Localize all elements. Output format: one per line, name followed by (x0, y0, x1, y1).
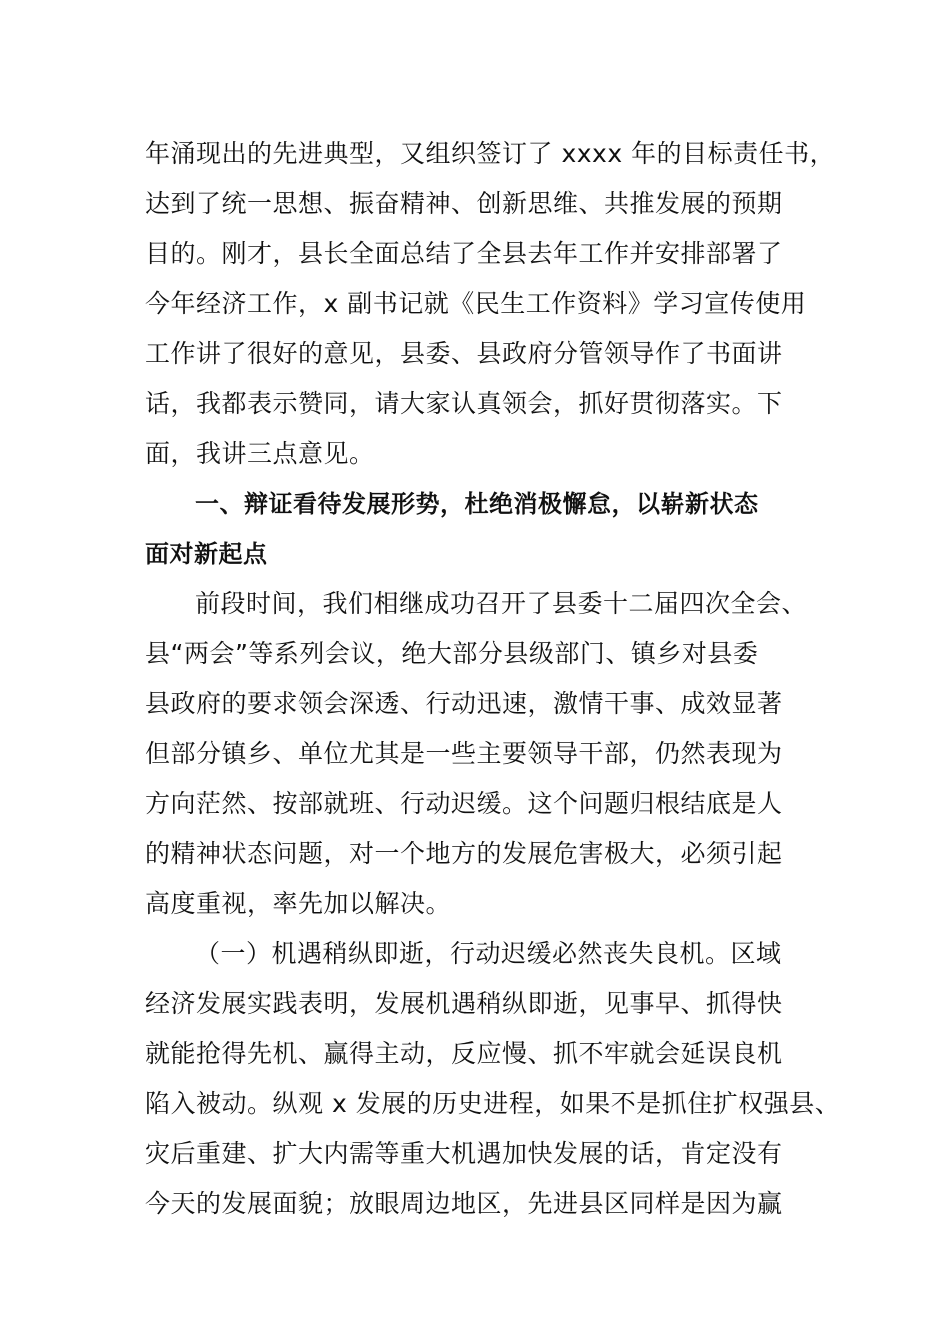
text-line: 年涌现出的先进典型，又组织签订了 xxxx 年的目标责任书， (145, 139, 836, 168)
text-line: 高度重视，率先加以解决。 (145, 889, 452, 918)
text-line: 陷入被动。纵观 x 发展的历史进程，如果不是抓住扩权强县、 (145, 1089, 841, 1118)
section-heading: 一、辩证看待发展形势，杜绝消极懈怠，以崭新状态 (195, 490, 759, 518)
text-line: 经济发展实践表明，发展机遇稍纵即逝，见事早、抓得快 (145, 989, 783, 1018)
text-line: 前段时间，我们相继成功召开了县委十二届四次全会、 (195, 589, 808, 618)
text-line: 方向茫然、按部就班、行动迟缓。这个问题归根结底是人 (145, 789, 783, 818)
text-line: 达到了统一思想、振奋精神、创新思维、共推发展的预期 (145, 189, 783, 218)
text-line: （一）机遇稍纵即逝，行动迟缓必然丧失良机。区域 (195, 939, 782, 968)
section-heading-continued: 面对新起点 (145, 540, 268, 568)
text-line: 县政府的要求领会深透、行动迅速，激情干事、成效显著 (145, 689, 783, 718)
text-line: 的精神状态问题，对一个地方的发展危害极大，必须引起 (145, 839, 783, 868)
text-line: 但部分镇乡、单位尤其是一些主要领导干部，仍然表现为 (145, 739, 783, 768)
text-line: 目的。刚才，县长全面总结了全县去年工作并安排部署了 (145, 239, 783, 268)
text-line: 话，我都表示赞同，请大家认真领会，抓好贯彻落实。下 (145, 389, 783, 418)
text-line: 今天的发展面貌；放眼周边地区，先进县区同样是因为赢 (145, 1189, 783, 1218)
text-line: 县“两会”等系列会议，绝大部分县级部门、镇乡对县委 (145, 639, 759, 668)
text-line: 就能抢得先机、赢得主动，反应慢、抓不牢就会延误良机 (145, 1039, 783, 1068)
text-line: 今年经济工作，x 副书记就《民生工作资料》学习宣传使用 (145, 289, 807, 318)
text-line: 灾后重建、扩大内需等重大机遇加快发展的话，肯定没有 (145, 1139, 783, 1168)
text-line: 面，我讲三点意见。 (145, 439, 375, 468)
text-line: 工作讲了很好的意见，县委、县政府分管领导作了书面讲 (145, 339, 783, 368)
